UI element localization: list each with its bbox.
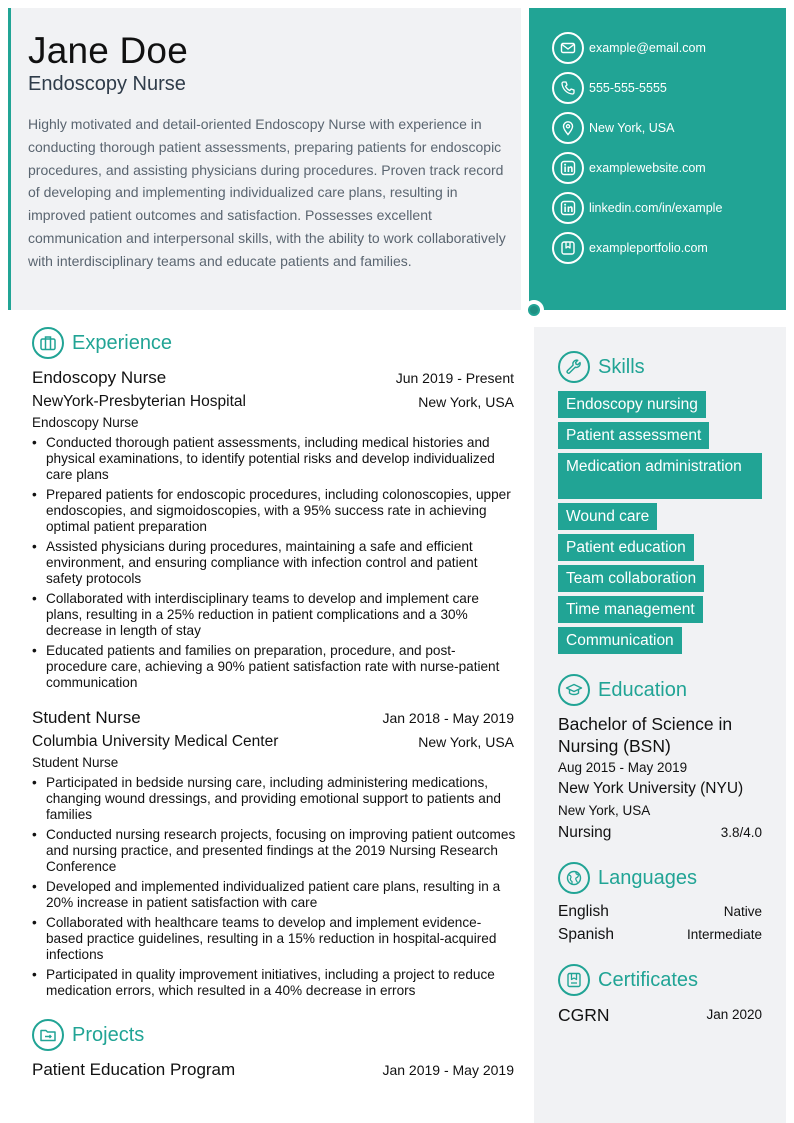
projects-section-title: Projects [72,1023,145,1046]
education-section-header [558,674,687,706]
project-title: Patient Education Program [32,1060,236,1079]
language-name: English [558,903,609,920]
contact-email-text: example@email.com [589,41,706,55]
project-dates: Jan 2019 - May 2019 [382,1062,514,1078]
skill-tag: Patient assessment [558,422,709,449]
job-location: New York, USA [418,734,514,750]
skills-section-header [558,351,645,383]
language-level: Native [723,904,762,919]
wrench-icon [558,351,590,383]
skill-tag: Wound care [558,503,657,530]
bullet-item: • Prepared patients for endoscopic procedures, including colonoscopies, upper endoscopies, and sigmoidoscopies, with a 95% success rate in achieving optimal patient preparation [32,487,516,535]
header-panel [8,8,521,310]
certificate-name: CGRN [558,1005,610,1025]
contact-linkedin-text: linkedin.com/in/example [589,201,723,215]
certificates-section-header [558,964,698,996]
bullet-item: • Participated in bedside nursing care, including administering medications, changing wound dressings, and providing emotional support to patients and families [32,775,516,823]
candidate-name: Jane Doe [28,30,188,71]
envelope-icon [552,32,584,64]
map-pin-icon [552,112,584,144]
education-section-title: Education [598,678,687,701]
experience-section-title: Experience [72,331,173,354]
certificate-icon [558,964,590,996]
contact-linkedin[interactable] [552,192,722,224]
contact-location-text: New York, USA [589,121,675,135]
skill-tag: Endoscopy nursing [558,391,706,418]
job-company: NewYork-Presbyterian Hospital [32,393,246,410]
skills-section-title: Skills [598,355,645,378]
job-role: Endoscopy Nurse [32,415,139,430]
folder-icon [32,1019,64,1051]
projects-section-header [32,1019,144,1051]
phone-icon [552,72,584,104]
contact-portfolio[interactable] [552,232,708,264]
job-dates: Jun 2019 - Present [395,370,514,386]
job-title: Endoscopy Nurse [32,368,167,387]
job-dates: Jan 2018 - May 2019 [382,710,514,726]
skill-tag: Patient education [558,534,694,561]
education-location: New York, USA [558,803,651,818]
candidate-title: Endoscopy Nurse [28,73,186,95]
bullet-item: • Educated patients and families on preparation, procedure, and post-procedure care, achieving a 90% patient satisfaction rate with nurse-patient communication [32,643,516,691]
language-level: Intermediate [686,927,762,942]
linkedin-icon [552,152,584,184]
bullet-item: • Collaborated with healthcare teams to develop and implement evidence-based practice guidelines, resulting in a 15% reduction in hospital-acquired infections [32,915,516,963]
languages-section-title: Languages [598,866,697,889]
languages-section-header [558,862,697,894]
education-school: New York University (NYU) [558,780,744,797]
education-gpa: 3.8/4.0 [720,825,762,840]
portfolio-icon [552,232,584,264]
contact-panel [529,8,786,310]
bullet-item: • Assisted physicians during procedures, maintaining a safe and efficient environment, and ensuring compliance with infection control and patient safety protocols [32,539,516,587]
skill-tag: Medication administration [558,453,762,499]
job-company: Columbia University Medical Center [32,733,279,750]
header-connector-dot [530,306,538,314]
job-bullets [32,435,516,695]
contact-phone[interactable] [552,72,667,104]
contact-website[interactable] [552,152,706,184]
bullet-item: • Conducted thorough patient assessments, including medical histories and physical examinations, to identify potential risks and develop individualized care plans [32,435,516,483]
education-field: Nursing [558,824,612,841]
skill-tag: Communication [558,627,682,654]
globe-icon [558,862,590,894]
job-role: Student Nurse [32,755,119,770]
education-degree: Bachelor of Science in Nursing (BSN) [558,714,733,756]
education-dates: Aug 2015 - May 2019 [558,760,688,775]
experience-section-header [32,327,172,359]
contact-portfolio-text: exampleportfolio.com [589,241,708,255]
bullet-item: • Conducted nursing research projects, focusing on improving patient outcomes and nursing practice, and presented findings at the 2019 Nursing Research Conference [32,827,516,875]
certificates-section-title: Certificates [598,968,699,991]
contact-location [552,112,674,144]
briefcase-icon [32,327,64,359]
language-name: Spanish [558,926,615,943]
certificate-date: Jan 2020 [706,1007,762,1022]
bullet-item: • Participated in quality improvement initiatives, including a project to reduce medication errors, which resulted in a 40% decrease in errors [32,967,516,999]
skill-tag: Team collaboration [558,565,704,592]
job-bullets [32,775,516,1003]
graduation-cap-icon [558,674,590,706]
job-title: Student Nurse [32,708,141,727]
bullet-item: • Developed and implemented individualized patient care plans, resulting in a 20% increase in patient satisfaction with care [32,879,516,911]
linkedin-icon [552,192,584,224]
contact-email[interactable] [552,32,706,64]
bullet-item: • Collaborated with interdisciplinary teams to develop and implement care plans, resulting in a 25% reduction in patient complications and a 30% decrease in length of stay [32,591,516,639]
skill-tag: Time management [558,596,703,623]
contact-website-text: examplewebsite.com [589,161,706,175]
contact-phone-text: 555-555-5555 [589,81,667,95]
summary-text: Highly motivated and detail-oriented Endoscopy Nurse with experience in conducting thorough patient assessments, preparing patients for endoscopic procedures, and assisting physicians during procedures. Proven track record of developing and implementing individualized care plans, resulting in improved patient outcomes and satisfaction. Possesses excellent communication and interpersonal skills, with the ability to work collaboratively with interdisciplinary teams and educate patients and families. [28,116,506,269]
job-location: New York, USA [418,394,514,410]
